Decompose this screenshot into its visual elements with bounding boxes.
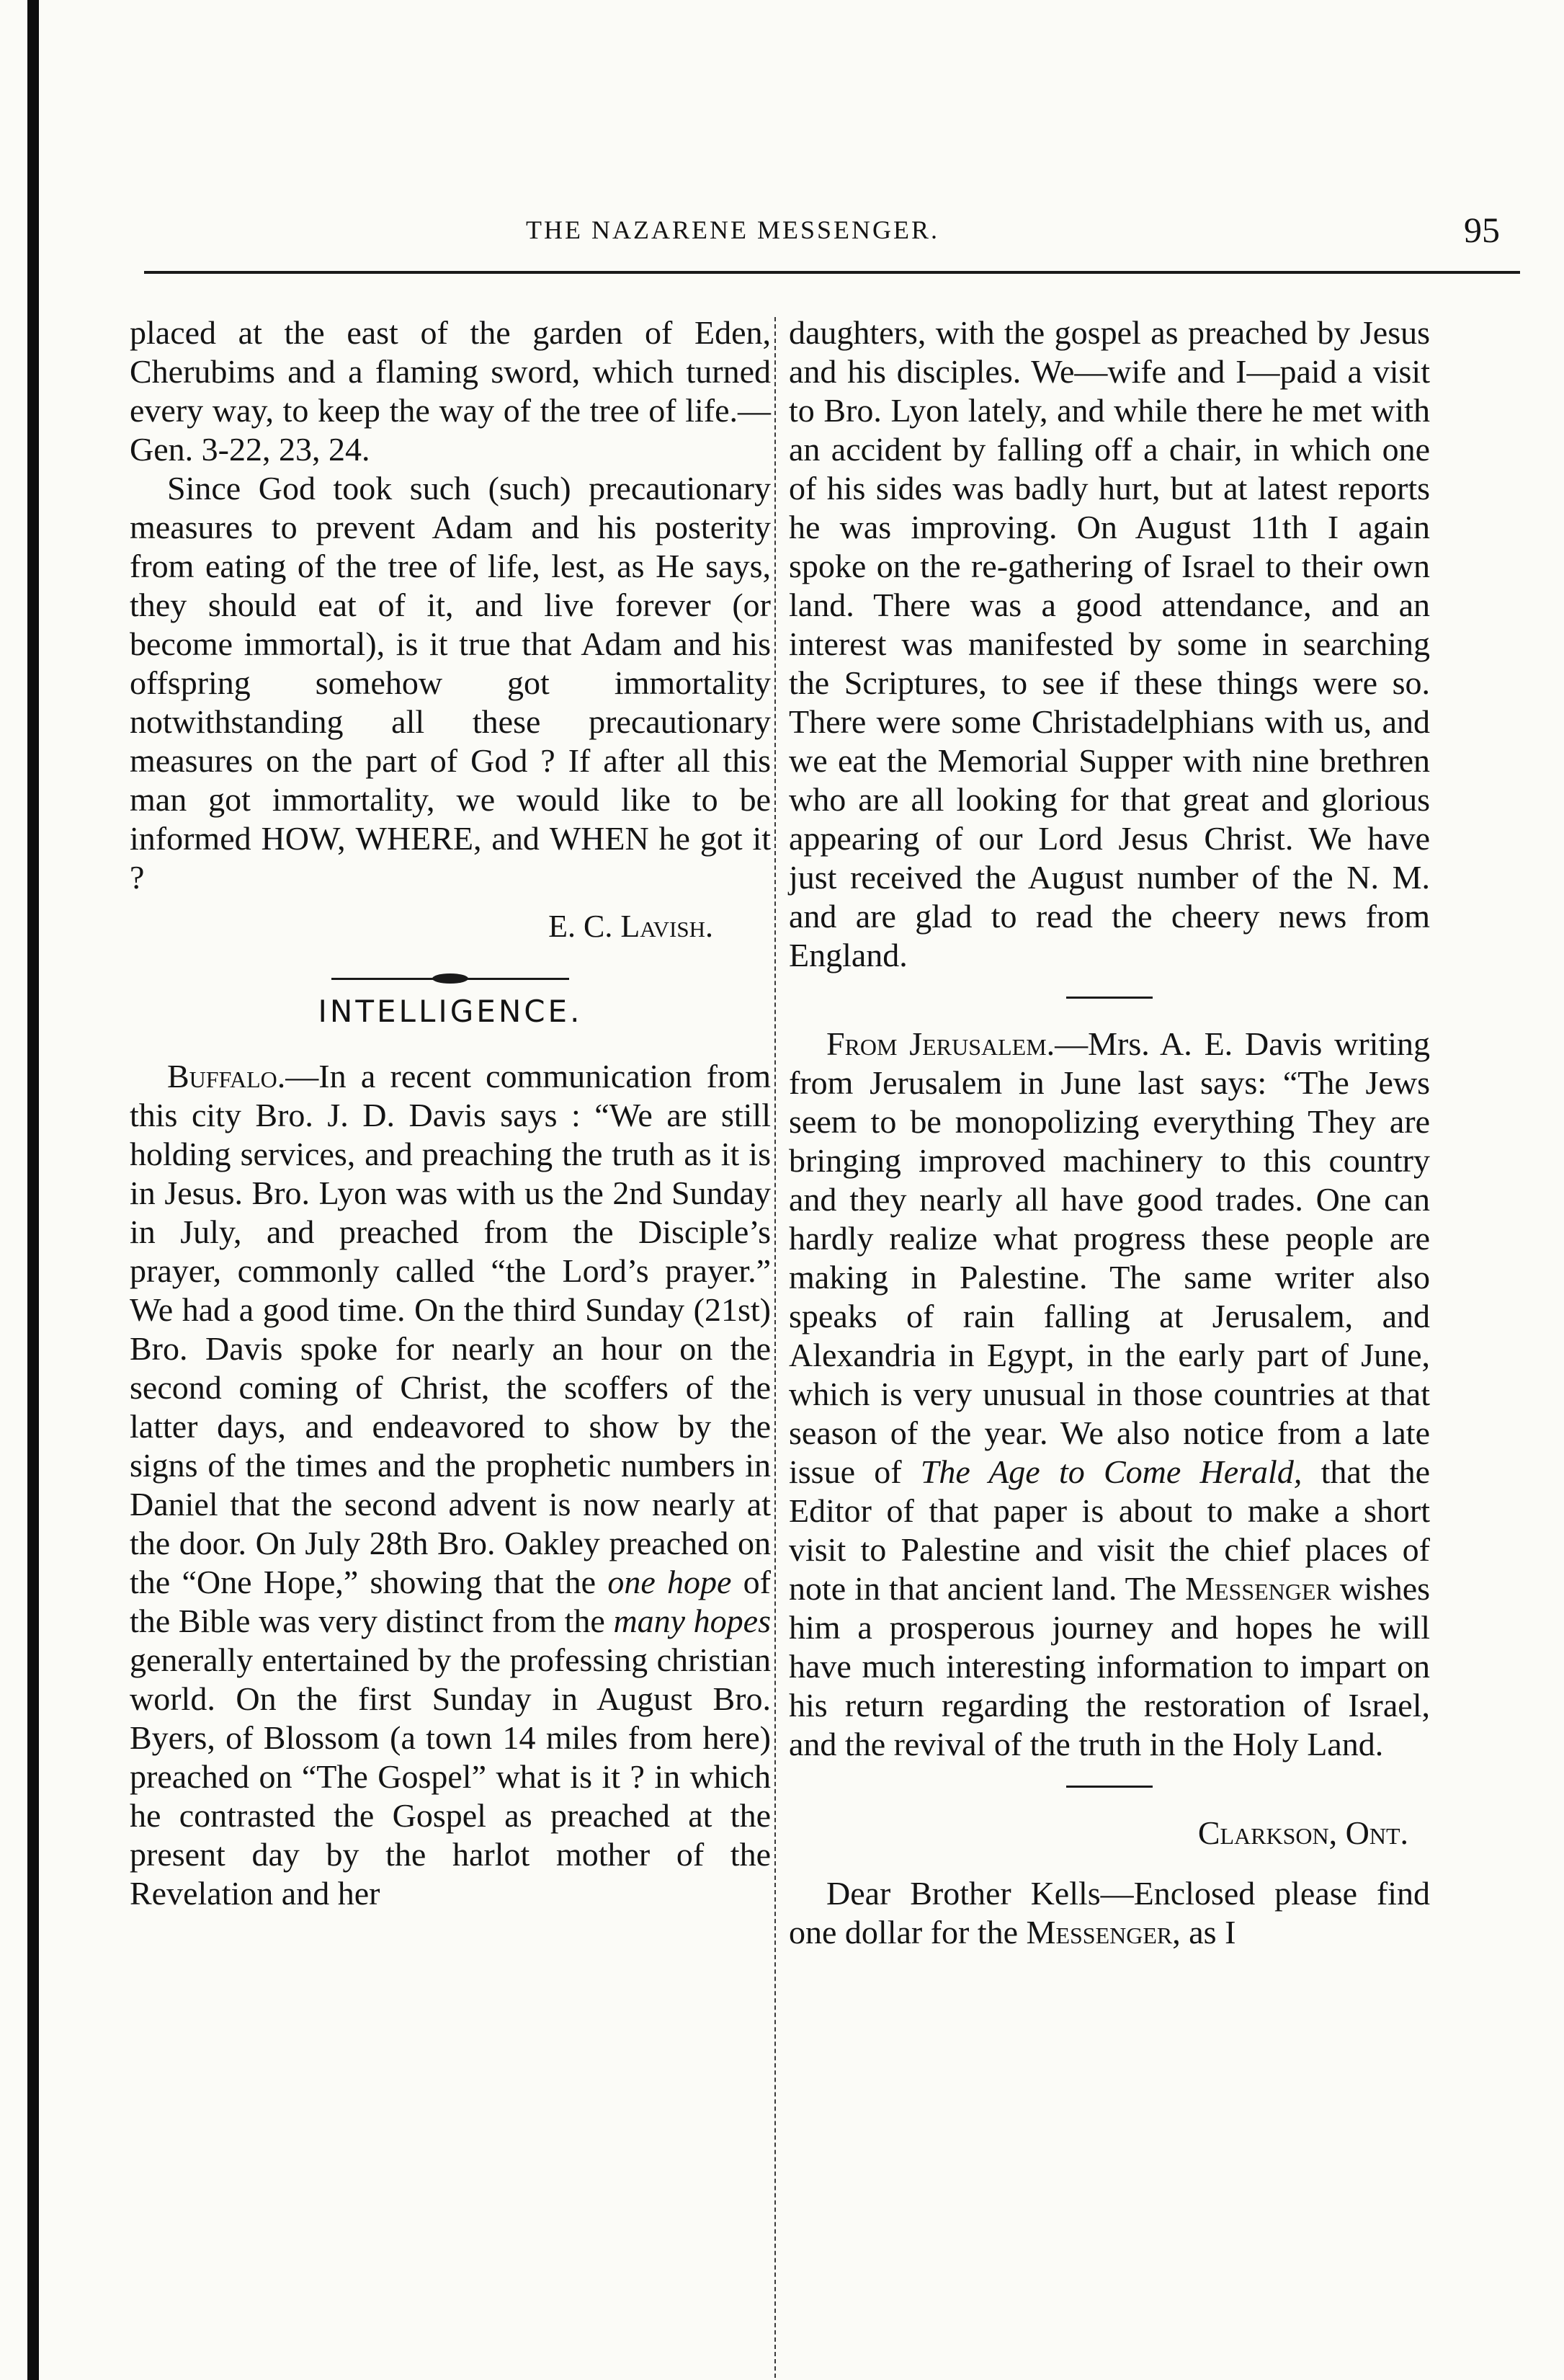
column-divider <box>774 317 776 2378</box>
paragraph-continued: daughters, with the gospel as preached by Jesus and his disciples. We—wife and I—paid a visit to Bro. Lyon lately, and while there he met with an accident by falling off a chair, in which one of his sides was badly hurt, but at latest reports he was improving. On August 11th I again spoke on the re-gathering of Israel to their own land. There was a good attendance, and an interest was manifested by some in searching the Scriptures, to see if these things were so. There were some Christadelphians with us, and we eat the Memorial Supper with nine brethren who are all looking for that great and glorious appearing of our Lord Jesus Christ. We have just received the August number of the N. M. and are glad to read the cheery news from England. <box>789 314 1430 973</box>
article-text: of the Bible was very distinct from the <box>130 1564 771 1639</box>
article-jerusalem <box>789 1025 1430 1764</box>
page-number: 95 <box>1464 210 1500 250</box>
emphasis-where: WHERE, <box>355 820 482 857</box>
letter-text: as I <box>1189 1914 1236 1951</box>
article-text: wishes him a prosperous journey and hopes he will have much interesting information to impart on his return regarding the restoration of Israel, and the revival of the truth in the Holy Land. <box>789 1570 1431 1762</box>
paragraph-precautionary <box>130 469 771 897</box>
letter-body <box>789 1874 1430 1952</box>
word-and: and <box>491 820 540 857</box>
running-title: THE NAZARENE MESSENGER. <box>526 215 939 244</box>
letter-place-line: Clarkson, Ont. <box>1197 1814 1408 1851</box>
header-rule <box>144 271 1520 274</box>
article-text: —Mrs. A. E. Davis writing from Jerusalem in June last says: “The Jews seem to be monopolizing everything They are bringing improved machinery to this country and they nearly all have good trades. One can hardly realize what progress these people are making in Palestine. The same writer also speaks of rain falling at Jerusalem, and Alexandria in Egypt, in the early part of June, which is very unusual in those countries at that season of the year. We also notice from a late issue of <box>789 1025 1430 1490</box>
publication-name: Messenger <box>1185 1570 1331 1607</box>
article-dateline: Buffalo. <box>167 1058 286 1095</box>
binding-edge <box>27 0 39 2380</box>
emphasis-how: HOW, <box>261 820 346 857</box>
paragraph-text: he got it ? <box>130 820 772 896</box>
emphasis-when: WHEN <box>549 820 649 857</box>
paragraph-continued: placed at the east of the garden of Eden, Cherubims and a flaming sword, which turned every way, to keep the way of the tree of life.—Gen. 3-22, 23, 24. <box>130 314 771 468</box>
article-text: —In a recent communication from this city Bro. J. D. Davis says : “We are still holding services, and preaching the truth as it is in Jesus. Bro. Lyon was with us the 2nd Sunday in July, and preached from the Disciple’s prayer, commonly called “the Lord’s prayer.” We had a good time. On the third Sunday (21st) Bro. Davis spoke for nearly an hour on the second coming of Christ, the scoffers of the latter days, and endeavored to show by the signs of the times and the prophetic numbers in Daniel that the second advent is now nearly at the door. On July 28th Bro. Oakley preached on the “One Hope,” showing that the <box>130 1058 771 1600</box>
publication-title: The Age to Come Herald, <box>920 1453 1302 1490</box>
publication-name: Messenger, <box>1026 1914 1181 1951</box>
paragraph-text: Since God took such (such) precautionary measures to prevent Adam and his posterity from eating of the tree of life, lest, as He says, they should eat of it, and live forever (or become immortal), is it true that Adam and his offspring somehow got immortality notwithstanding all these precautionary measures on the part of God ? If after all this man got immortality, we would like to be informed <box>130 470 771 857</box>
section-rule <box>1066 1786 1153 1788</box>
italic-phrase: one hope <box>607 1564 732 1600</box>
right-column <box>789 313 1430 1952</box>
section-rule <box>1066 997 1153 999</box>
article-buffalo <box>130 1057 771 1913</box>
letter-text: Dear Brother Kells—Enclosed please find one dollar for the <box>789 1875 1430 1951</box>
article-dateline: From Jerusalem. <box>826 1025 1055 1062</box>
left-column <box>130 313 771 1913</box>
italic-phrase: many hopes <box>613 1603 771 1639</box>
author-signature: E. C. Lavish. <box>548 909 713 944</box>
article-text: generally entertained by the professing christian world. On the first Sunday in August Bro. Byers, of Blossom (a town 14 miles from here) preached on “The Gospel” what is it ? in which he contrasted the Gospel as preached at the present day by the harlot mother of the Revelation and her <box>130 1641 771 1912</box>
page-header <box>122 209 1527 259</box>
section-heading: INTELLIGENCE. <box>318 994 583 1029</box>
ornamental-rule <box>331 972 569 985</box>
article-text: that the Editor of that paper is about to make a short visit to Palestine and visit the chief places of note in that ancient land. The <box>789 1453 1430 1607</box>
